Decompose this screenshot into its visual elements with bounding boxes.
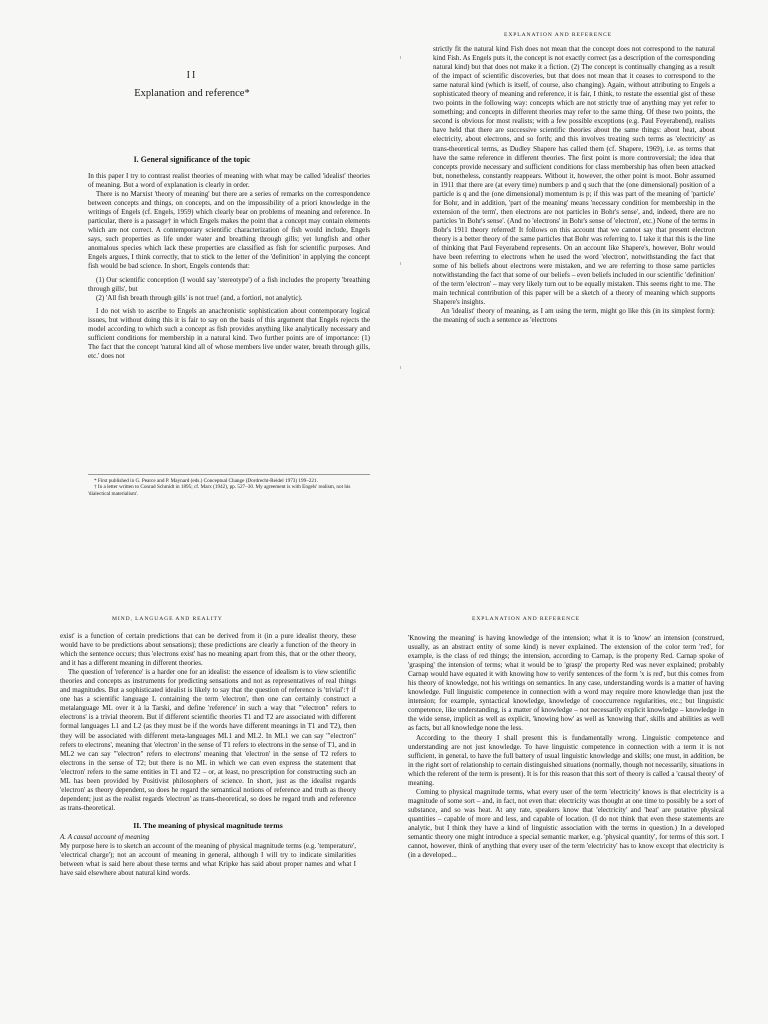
chapter-title: Explanation and reference*: [134, 88, 250, 99]
book-page-197: [384, 0, 768, 512]
paragraph: I do not wish to ascribe to Engels an anachronistic sophistication about contemporary logical issues, but without doing this it is fair to say on the basis of this argument that Engels rejects the model according to which such a concept as fish provides anything like analytically necessary and sufficient conditions for membership in a natural kind. Two further points are of importance: (1) The fact that the concept 'natural kind all of whose members live under water, breath through gills, etc.' does not: [88, 306, 370, 360]
paragraph: strictly fit the natural kind Fish does not mean that the concept does not correspond to the natural kind Fish. As Engels puts it, the concept is not exactly correct (as a description of the corresponding natural kind) but that does not make it a fiction. (2) The concept is continually changing as a result of the impact of scientific discoveries, but that does not mean that it ceases to correspond to the same natural kind (which is itself, of course, also changing). Again, without attributing to Engels a sophisticated theory of meaning and reference, it is fair, I think, to restate the essential gist of these two points in the following way: concepts which are not strictly true of anything may yet refer to something; and concepts in different theories may refer to the same thing. Of these two points, the second is obvious for most realists; with a few possible exceptions (e.g. Paul Feyerabend), realists have held that there are successive scientific theories about the same things: about heat, about electricity, about electrons, and so forth; and this involves treating such terms as 'electricity' as trans-theoretical terms, as Dudley Shapere has called them (cf. Shapere, 1969), i.e. as terms that have the same reference in different theories. The first point is more controversial; the idea that concepts provide necessary and sufficient conditions for class membership has often been attacked but, nonetheless, constantly reappears. Without it, however, the other point is moot. Bohr assumed in 1911 that there are (at every time) numbers p and q such that the (one dimensional) position of a particle is q and the (one dimensional) momentum is p; if this was part of the meaning of 'particle' for Bohr, and in addition, 'part of the meaning' means 'necessary condition for membership in the extension of the term', then electrons are not particles in Bohr's sense', and, indeed, there are no particles 'in Bohr's sense'. (And no 'electrons' in Bohr's sense of 'electron', etc.) None of the terms in Bohr's 1911 theory referred! It follows on this account that we cannot say that present electron theory is a better theory of the same particles that Bohr was referring to. I take it that this is the line of thinking that Paul Feyerabend represents. On an account like Shapere's, however, Bohr would have been referring to electrons when he used the word 'electron', notwithstanding the fact that some of his beliefs about electrons were mistaken, and we are referring to those same particles notwithstanding the fact that some of our beliefs – even beliefs included in our scientific 'definition' of the term 'electron' – may very likely turn out to be equally mistaken. This seems right to me. The main technical contribution of this paper will be a sketch of a theory of meaning which supports Shapere's insights.: [433, 45, 716, 307]
section-heading: II. The meaning of physical magnitude terms: [133, 820, 283, 830]
paragraph: Coming to physical magnitude terms, what every user of the term 'electricity' knows is that electricity is a magnitude of some sort – and, in fact, not even that: electricity was thought at one time to possibly be a sort of substance, and so was heat. At any rate, speakers know that 'electricity' and 'heat' are putative physical quantities – capable of more and less, and capable of location. (I do not think that even these statements are analytic, but I think they have a kind of linguistic association with the terms in question.) In a developed semantic theory one might introduce a special semantic marker, e.g. 'physical quantity', for terms of this sort. I cannot, however, think of anything that every user of the term 'electricity' has to know except that electricity is (in a developed...: [408, 787, 724, 860]
subsection-heading: A. A causal account of meaning: [60, 832, 150, 841]
paragraph: There is no Marxist 'theory of meaning' but there are a series of remarks on the correspondence between concepts and things, on concepts, and on the impossibility of a priori knowledge in the writings of Engels (cf. Engels, 1959) which clearly bear on problems of meaning and reference. In particular, there is a passage† in which Engels makes the point that a concept may contain elements which are not correct. A contemporary scientific characterization of fish would include, Engels says, such properties as life under water and breathing through gills; yet lungfish and other anomalous species which lack these properties are classified as fish for scientific purposes. And Engels argues, I think correctly, that to stick to the letter of the 'definition' in applying the concept fish would be bad science. In short, Engels contends that:: [88, 190, 370, 271]
footnote-rule: [88, 474, 370, 475]
paragraph: exist' is a function of certain predictions that can be derived from it (in a pure idealist theory, these would have to be predictions about sensations); these predictions are clearly a function of the theory in which the sentence occurs; thus 'electrons exist' has no meaning apart from this, that or the other theory, and it has a different meaning in different theories.: [60, 632, 356, 668]
numbered-item: (1) Our scientific conception (I would say 'stereotype') of a fish includes the property 'breathing through gills', but: [88, 275, 370, 293]
paragraph: My purpose here is to sketch an account of the meaning of physical magnitude terms (e.g. 'temperature', 'electrical charge'); not an account of meaning in general, although I will try to indicate similarities between what is said here about these terms and what Kripke has said about proper names and what I have said elsewhere about natural kind words.: [60, 842, 356, 878]
paragraph: According to the theory I shall present this is fundamentally wrong. Linguistic competence and understanding are not just knowledge. To have linguistic competence in connection with a term it is not sufficient, in general, to have the full battery of usual linguistic knowledge and skills; one must, in addition, be in the right sort of relationship to certain distinguished situations (normally, though not necessarily, situations in which the referent of the term is present). It is for this reason that this sort of theory is called a 'causal theory' of meaning.: [408, 733, 724, 787]
book-page-explanation-reference: [384, 512, 768, 1024]
paragraph: 'Knowing the meaning' is having knowledge of the intension; what it is to 'know' an intension (construed, usually, as an abstract entity of some kind) is never explained. The extension of the color term 'red', for example, is the class of red things; the intension, according to Carnap, is the property Red. Carnap spoke of 'grasping' the intension of terms; what it would be to 'grasp' the property Red was never explained; probably Carnap would have equated it with knowing how to verify sentences of the form 'x is red', but this comes from his theory of knowledge, not his writings on semantics. In any case, understanding words is a matter of having knowledge. Full linguistic competence in connection with a word may require more knowledge than just the intension; for example, syntactical knowledge, knowledge of cooccurrence regularities, etc.; but linguistic competence, like understanding, is a matter of knowledge – not necessarily explicit knowledge – knowledge in the wide sense, implicit as well as explicit, 'knowing how' as well as 'knowing that', skills and abilities as well as facts, but all knowledge none the less.: [408, 634, 724, 733]
scan-speck: [400, 366, 401, 369]
page-body: [88, 172, 370, 361]
page-body: [60, 632, 356, 878]
paragraph: In this paper I try to contrast realist theories of meaning with what may be called 'idealist' theories of meaning. But a word of explanation is clearly in order.: [88, 172, 370, 190]
scan-speck: [400, 262, 401, 265]
scan-speck: [400, 56, 401, 59]
book-page-mind-language-reality: [0, 512, 384, 1024]
section-heading: I. General significance of the topic: [133, 155, 251, 164]
chapter-number: II: [186, 70, 198, 81]
paragraph: An 'idealist' theory of meaning, as I am using the term, might go like this (in its simplest form): the meaning of such a sentence as 'electrons: [433, 307, 715, 325]
page-body: [433, 45, 715, 325]
book-page-196: [0, 0, 384, 512]
footnote: † In a letter written to Conrad Schmidt in 1895; cf. Marx (1942), pp. 527–30. My agreement is with Engels' realism, not his 'dialectical materialism'.: [88, 484, 351, 497]
footnotes: [88, 478, 370, 497]
footnote: * First published in G. Pearce and P. Maynard (eds.) Conceptual Change (Dordrecht-Reidel 1973) 199–221.: [94, 478, 318, 484]
running-head: EXPLANATION AND REFERENCE: [472, 616, 580, 622]
running-head: MIND, LANGUAGE AND REALITY: [112, 616, 223, 622]
paragraph: The question of 'reference' is a harder one for an idealist: the essence of idealism is to view scientific theories and concepts as instruments for predicting sensations and not as representatives of real things and magnitudes. But a sophisticated idealist is likely to say that the question of reference is 'trivial':† if one has a scientific language L containing the term 'electron', then one can certainly construct a metalanguage ML over it à la Tarski, and define 'reference' in such a way that '"electron" refers to electrons' is a trivial theorem. But if different scientific theories T1 and T2 are associated with different formal languages L1 and L2 (as they must be if the words have different meanings in T1 and T2), then they will be associated with different meta-languages ML1 and ML2. In ML1 we can say '"electron" refers to electrons', meaning that 'electron' in the sense of T1 refers to electrons in the sense of T1, and in ML2 we can say '"electron" refers to electrons' meaning that 'electron' in the sense of T2 refers to electrons in the sense of T2; but there is no ML in which we can even express the statement that 'electron' refers to the same entities in T1 and T2 – or, at least, no prescription for constructing such an ML has been provided by Positivist philosophers of science. In short, just as the idealist regards 'electron' as theory dependent, so does he regard the semantical notions of reference and truth as theory dependent; just as the realist regards 'electron' as trans-theoretical, so does he regard truth and reference as trans-theoretical.: [60, 668, 356, 812]
running-head: EXPLANATION AND REFERENCE: [504, 32, 612, 38]
numbered-item: (2) 'All fish breath through gills' is not true! (and, a fortiori, not analytic).: [96, 293, 303, 302]
page-body: [408, 634, 724, 860]
